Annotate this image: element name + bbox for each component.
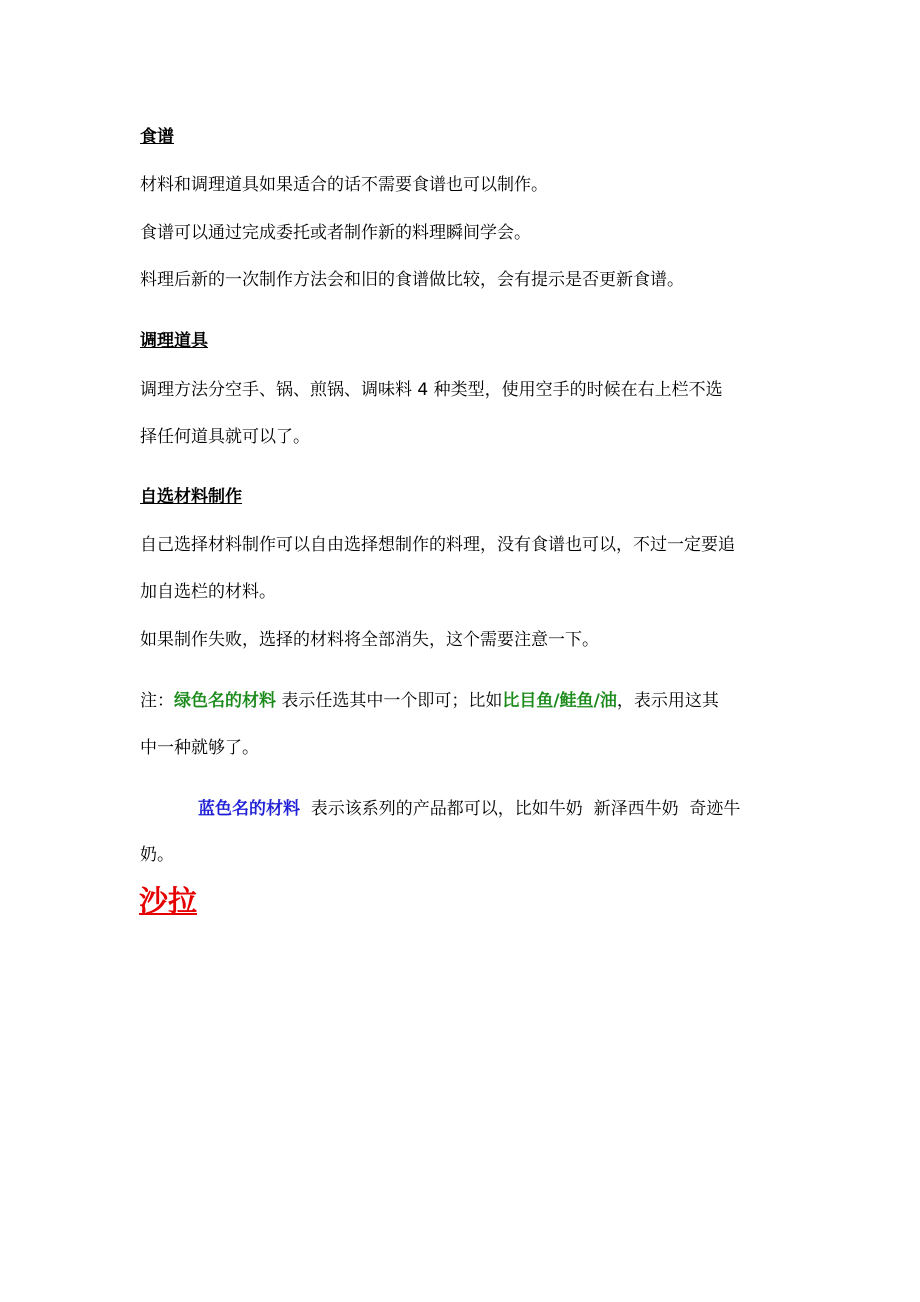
blue-note-line-1 xyxy=(198,797,798,821)
blue-material-text: 表示该系列的产品都可以，比如牛奶 新泽西牛奶 奇迹牛 xyxy=(300,799,741,819)
salad-title: 沙拉 xyxy=(139,884,198,918)
custom-paragraph-line-2: 加自选栏的材料。 xyxy=(140,582,276,602)
custom-paragraph-2: 如果制作失败，选择的材料将全部消失，这个需要注意一下。 xyxy=(140,630,599,650)
note-line-1 xyxy=(140,689,800,713)
green-material-example: 比目鱼/鲑鱼/油 xyxy=(502,691,617,711)
note-mid-text: 表示任选其中一个即可；比如 xyxy=(276,691,503,711)
blue-material-label: 蓝色名的材料 xyxy=(198,799,300,819)
green-material-label: 绿色名的材料 xyxy=(174,691,276,711)
note-line-2: 中一种就够了。 xyxy=(140,738,259,758)
recipe-paragraph-3: 料理后新的一次制作方法会和旧的食谱做比较，会有提示是否更新食谱。 xyxy=(140,270,684,290)
recipe-heading: 食谱 xyxy=(140,127,174,147)
blue-note-line-2: 奶。 xyxy=(140,845,174,865)
note-prefix: 注： xyxy=(140,691,174,711)
custom-paragraph-line-1: 自己选择材料制作可以自由选择想制作的料理，没有食谱也可以，不过一定要追 xyxy=(140,535,735,555)
note-suffix: ，表示用这其 xyxy=(616,691,719,711)
recipe-paragraph-2: 食谱可以通过完成委托或者制作新的料理瞬间学会。 xyxy=(140,223,531,243)
tools-paragraph-line-2: 择任何道具就可以了。 xyxy=(140,427,310,447)
tools-heading: 调理道具 xyxy=(140,331,208,351)
tools-paragraph-line-1: 调理方法分空手、锅、煎锅、调味料 4 种类型，使用空手的时候在右上栏不选 xyxy=(140,380,723,400)
recipe-paragraph-1: 材料和调理道具如果适合的话不需要食谱也可以制作。 xyxy=(140,175,548,195)
custom-heading: 自选材料制作 xyxy=(140,487,242,507)
